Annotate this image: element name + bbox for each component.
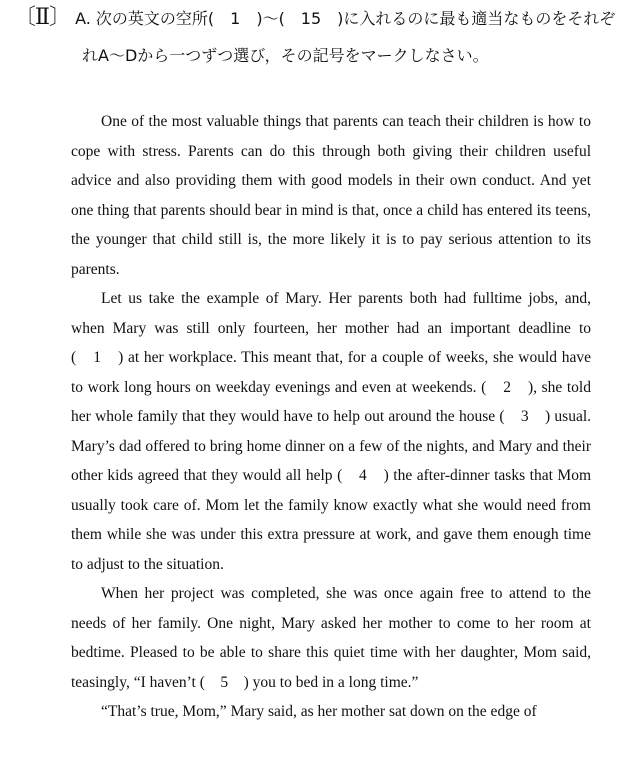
paragraph-2-text-a: Let us take the example of Mary. Her parents both had fulltime jobs, and, when Mary was still only fourteen, her mother had an important deadline to — [71, 290, 591, 337]
blank-3: ( 3 ) — [499, 408, 551, 425]
paragraph-2-text-d: usual. Mary’s dad offered to bring home dinner on a few of the nights, and Mary and their other kids agreed that they would all help — [71, 408, 591, 484]
instruction-text-2: れA〜Dから一つずつ選び，その記号をマークしなさい。 — [82, 46, 489, 65]
blank-2: ( 2 ) — [481, 378, 534, 396]
question-instruction-line-2 — [82, 46, 489, 66]
paragraph-3 — [71, 579, 591, 697]
paragraph-1 — [71, 107, 591, 284]
paragraph-3-text-b: you to bed in a long time.” — [248, 673, 419, 691]
paragraph-4 — [71, 697, 591, 727]
paragraph-4-text: “That’s true, Mom,” Mary said, as her mother sat down on the edge of — [101, 703, 537, 720]
paragraph-1-text: One of the most valuable things that parents can teach their children is how to cope with stress. Parents can do this through both giving their children useful advice and also providing them with good models in their own conduct. And yet one thing that parents should bear in mind is that, once a child has entered its teens, the younger that child still is, the more likely it is to pay serious attention to its parents. — [71, 113, 591, 278]
blank-4: ( 4 ) — [337, 467, 389, 484]
blank-5: ( 5 ) — [199, 673, 249, 691]
paragraph-2-text-e: the after-dinner tasks that Mom usually took care of. Mom let the family know exactly what she would need from them while she was under this extra pressure at work, and gave them enough time to adjust to the situation. — [71, 467, 592, 573]
paragraph-3-text-a: When her project was completed, she was once again free to attend to the needs of her family. One night, Mary asked her mother to come to her room at bedtime. Pleased to be able to share this quiet time with her daughter, Mom said, teasingly, “I haven’t — [71, 585, 591, 691]
paragraph-2-text-b: at her workplace. This meant that, for a couple of weeks, she would have to work long hours on weekday evenings and even at weekends. — [71, 349, 591, 396]
paragraph-2 — [71, 284, 591, 579]
passage — [71, 107, 591, 727]
paragraph-2-text-c: , she told her whole family that they would have to help out around the house — [71, 378, 591, 425]
section-number: 〔Ⅱ〕 — [14, 5, 70, 30]
blank-1: ( 1 ) — [71, 349, 124, 366]
question-instruction-line-1 — [14, 5, 616, 30]
instruction-text-1: A. 次の英文の空所( 1 )〜( 15 )に入れるのに最も適当なものをそれぞ — [75, 9, 616, 28]
